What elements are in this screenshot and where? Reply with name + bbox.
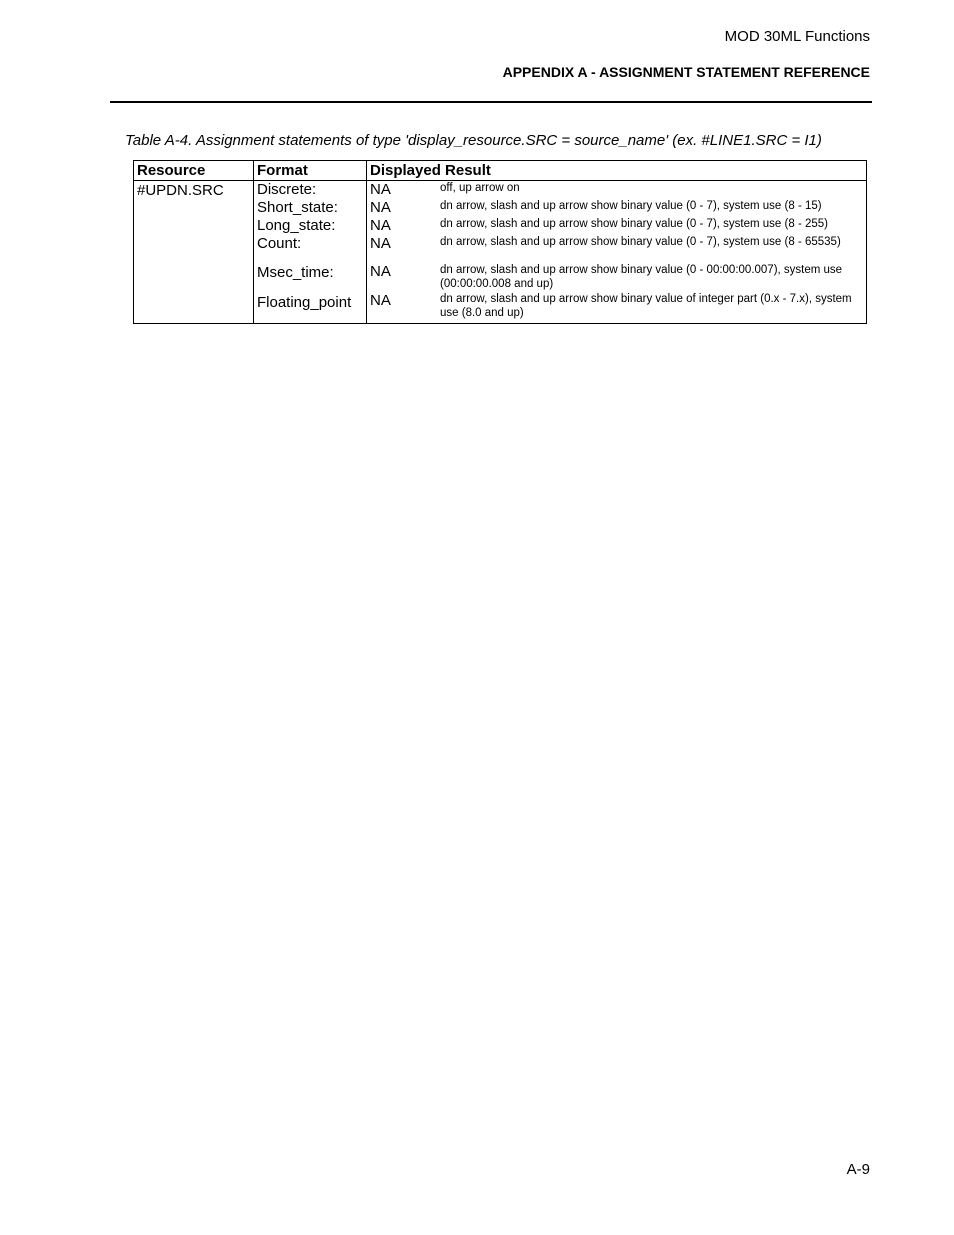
page-number: A-9 (846, 1161, 870, 1178)
result-description: dn arrow, slash and up arrow show binary value (0 - 7), system use (8 - 255) (440, 218, 828, 230)
result-description: dn arrow, slash and up arrow show binary value (0 - 7), system use (8 - 65535) (440, 236, 841, 248)
column-header-resource: Resource (134, 161, 254, 181)
table-caption: Table A-4. Assignment statements of type 'display_resource.SRC = source_name' (ex. #LINE1.SRC = I1) (125, 132, 822, 149)
format-floating-point: Floating_point (257, 294, 352, 311)
resource-cell: #UPDN.SRC (134, 181, 254, 324)
result-description: dn arrow, slash and up arrow show binary value of integer part (0.x - 7.x), system use (8.0 and up) (440, 293, 852, 319)
result-value: NA (370, 292, 391, 309)
result-row-floating-point (370, 292, 866, 321)
result-description: dn arrow, slash and up arrow show binary value (0 - 7), system use (8 - 15) (440, 200, 822, 212)
format-cell (254, 181, 367, 324)
running-header-subtitle: APPENDIX A - ASSIGNMENT STATEMENT REFERENCE (502, 64, 870, 80)
result-value: NA (370, 199, 391, 216)
result-value: NA (370, 235, 391, 252)
result-value: NA (370, 263, 391, 280)
result-row-count (370, 235, 866, 263)
table-header-row (134, 161, 867, 181)
header-rule (110, 101, 872, 103)
displayed-result-cell (367, 181, 867, 324)
result-description: dn arrow, slash and up arrow show binary value (0 - 00:00:00.007), system use (00:00:00.008 and up) (440, 264, 843, 290)
format-count: Count: (257, 235, 302, 252)
format-long-state: Long_state: (257, 217, 336, 234)
column-header-displayed-result: Displayed Result (367, 161, 867, 181)
result-description: off, up arrow on (440, 182, 520, 194)
format-discrete: Discrete: (257, 181, 317, 198)
running-header-title: MOD 30ML Functions (724, 28, 870, 45)
assignment-table (133, 160, 867, 324)
result-value: NA (370, 217, 391, 234)
format-msec-time: Msec_time: (257, 264, 334, 281)
result-row-msec-time (370, 263, 866, 292)
table-row (134, 181, 867, 324)
column-header-format: Format (254, 161, 367, 181)
result-row-discrete (370, 181, 866, 199)
result-value: NA (370, 181, 391, 198)
result-row-short-state (370, 199, 866, 217)
result-row-long-state (370, 217, 866, 235)
format-short-state: Short_state: (257, 199, 338, 216)
